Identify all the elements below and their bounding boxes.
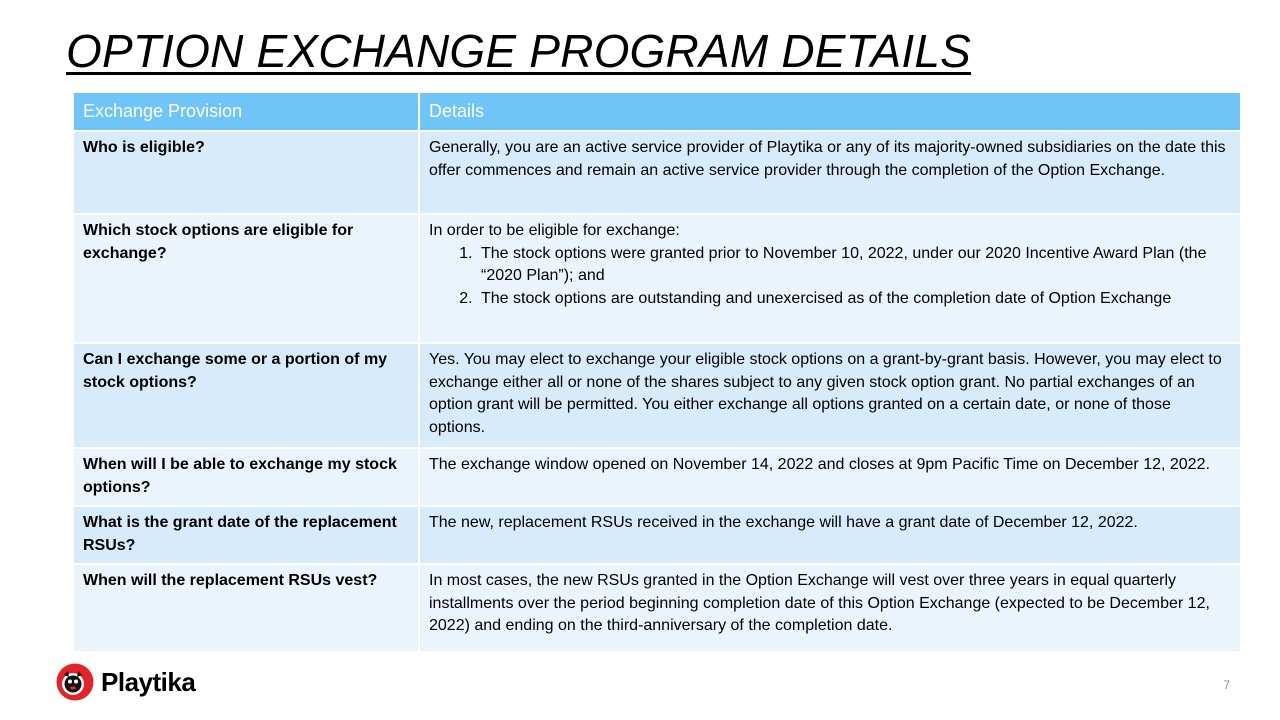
details-cell: In most cases, the new RSUs granted in the Option Exchange will vest over three years in equal quarterly installments over the period beginning completion date of this Option Exchange (expected to be December 12, 2022) and ending on the third-anniversary of the completion date. — [419, 564, 1241, 652]
page-title: OPTION EXCHANGE PROGRAM DETAILS — [66, 25, 972, 77]
table-row — [73, 448, 1241, 506]
table-row — [73, 131, 1241, 214]
details-cell: The new, replacement RSUs received in the exchange will have a grant date of December 12, 2022. — [419, 506, 1241, 564]
list-item: 1. The stock options were granted prior to November 10, 2022, under our 2020 Incentive Award Plan (the “2020 Plan”); and — [477, 243, 1231, 288]
details-cell — [419, 214, 1241, 343]
eligibility-conditions-list — [429, 243, 1231, 311]
details-cell: The exchange window opened on November 14, 2022 and closes at 9pm Pacific Time on December 12, 2022. — [419, 448, 1241, 506]
provision-cell: When will the replacement RSUs vest? — [73, 564, 419, 652]
table-row — [73, 564, 1241, 652]
provision-cell: Can I exchange some or a portion of my stock options? — [73, 343, 419, 448]
list-item: 2. The stock options are outstanding and unexercised as of the completion date of Option Exchange — [477, 288, 1231, 311]
provision-cell: Who is eligible? — [73, 131, 419, 214]
logo-wordmark: Playtika — [101, 666, 196, 697]
provision-cell: What is the grant date of the replacement RSUs? — [73, 506, 419, 564]
option-exchange-table — [72, 91, 1242, 653]
details-intro: In order to be eligible for exchange: — [429, 222, 680, 239]
column-header-details: Details — [419, 92, 1241, 131]
playtika-mascot-icon — [55, 662, 95, 702]
table-row — [73, 506, 1241, 564]
details-cell: Generally, you are an active service provider of Playtika or any of its majority-owned subsidiaries on the date this offer commences and remain an active service provider through the completion of the Option Exchange. — [419, 131, 1241, 214]
details-cell: Yes. You may elect to exchange your eligible stock options on a grant-by-grant basis. However, you may elect to exchange either all or none of the shares subject to any given stock option grant. No partial exchanges of an option grant will be permitted. You either exchange all options granted on a certain date, or none of those options. — [419, 343, 1241, 448]
playtika-logo — [55, 662, 195, 702]
table-row — [73, 214, 1241, 343]
provision-cell: Which stock options are eligible for exchange? — [73, 214, 419, 343]
table-row — [73, 343, 1241, 448]
table-header-row — [73, 92, 1241, 131]
provision-cell: When will I be able to exchange my stock options? — [73, 448, 419, 506]
column-header-provision: Exchange Provision — [73, 92, 419, 131]
page-number: 7 — [1223, 678, 1230, 692]
